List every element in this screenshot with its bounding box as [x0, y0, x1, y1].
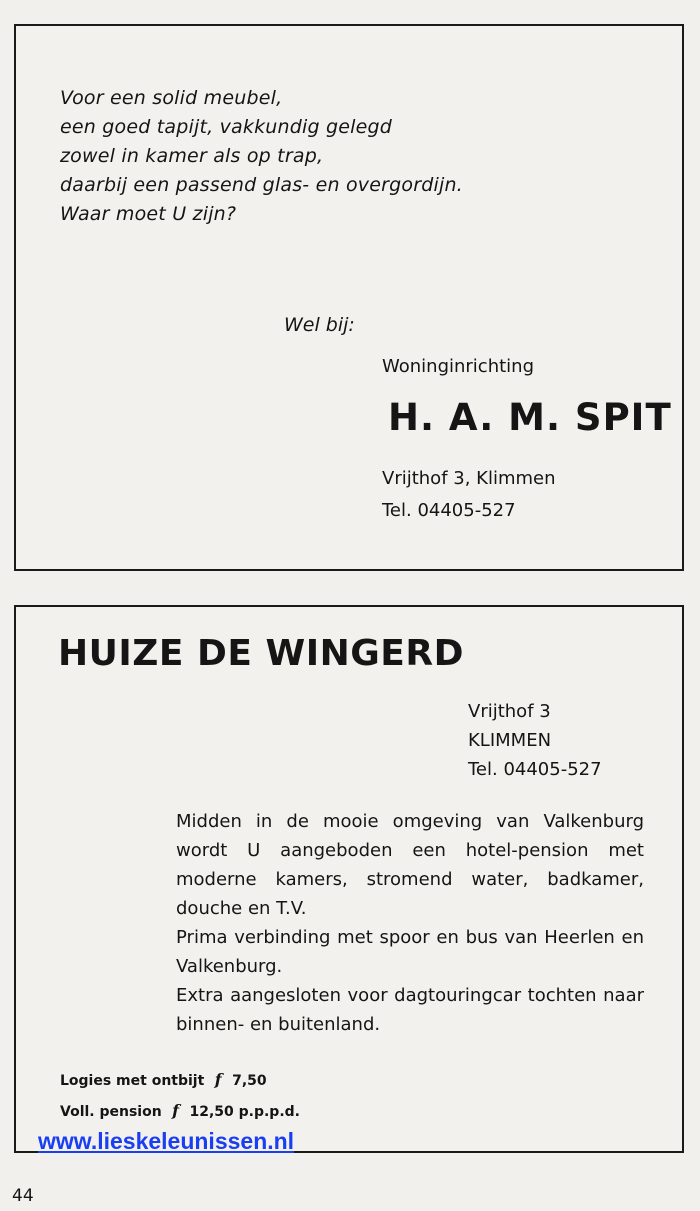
business-name: H. A. M. SPIT — [388, 396, 672, 439]
wel-bij-text: Wel bij: — [284, 314, 355, 336]
currency-symbol: f — [209, 1070, 228, 1089]
page-number: 44 — [12, 1186, 34, 1206]
description — [176, 807, 644, 1039]
currency-symbol: f — [166, 1101, 185, 1120]
ad-spit-box — [14, 24, 684, 571]
price-list — [60, 1065, 300, 1127]
watermark-link[interactable]: www.lieskeleunissen.nl — [38, 1128, 295, 1154]
paragraph: Extra aangesloten voor dagtouringcar tochten naar binnen- en buitenland. — [176, 985, 644, 1035]
address: Vrijthof 3, Klimmen — [382, 468, 556, 489]
business-type: Woninginrichting — [382, 356, 535, 377]
price-amount: 12,50 p.p.p.d. — [189, 1104, 300, 1120]
poem — [60, 84, 463, 229]
price-amount: 7,50 — [232, 1073, 267, 1089]
poem-line: Waar moet U zijn? — [60, 203, 237, 225]
telephone: Tel. 04405-527 — [382, 500, 516, 521]
ad-wingerd-box — [14, 605, 684, 1153]
price-label: Voll. pension — [60, 1104, 162, 1120]
contact-block — [468, 697, 602, 784]
poem-line: daarbij een passend glas- en overgordijn. — [60, 174, 463, 196]
ad-title: HUIZE DE WINGERD — [58, 633, 464, 674]
poem-line: een goed tapijt, vakkundig gelegd — [60, 116, 393, 138]
poem-line: Voor een solid meubel, — [60, 87, 283, 109]
telephone: Tel. 04405-527 — [468, 759, 602, 780]
price-row — [60, 1096, 300, 1127]
poem-line: zowel in kamer als op trap, — [60, 145, 324, 167]
price-row — [60, 1065, 300, 1096]
address-street: Vrijthof 3 — [468, 701, 551, 722]
paragraph: Midden in de mooie omgeving van Valkenburg wordt U aangeboden een hotel-pension met moderne kamers, stromend water, badkamer, douche en T.V. — [176, 811, 644, 919]
paragraph: Prima verbinding met spoor en bus van Heerlen en Valkenburg. — [176, 927, 644, 977]
price-label: Logies met ontbijt — [60, 1073, 205, 1089]
address-town: KLIMMEN — [468, 730, 552, 751]
